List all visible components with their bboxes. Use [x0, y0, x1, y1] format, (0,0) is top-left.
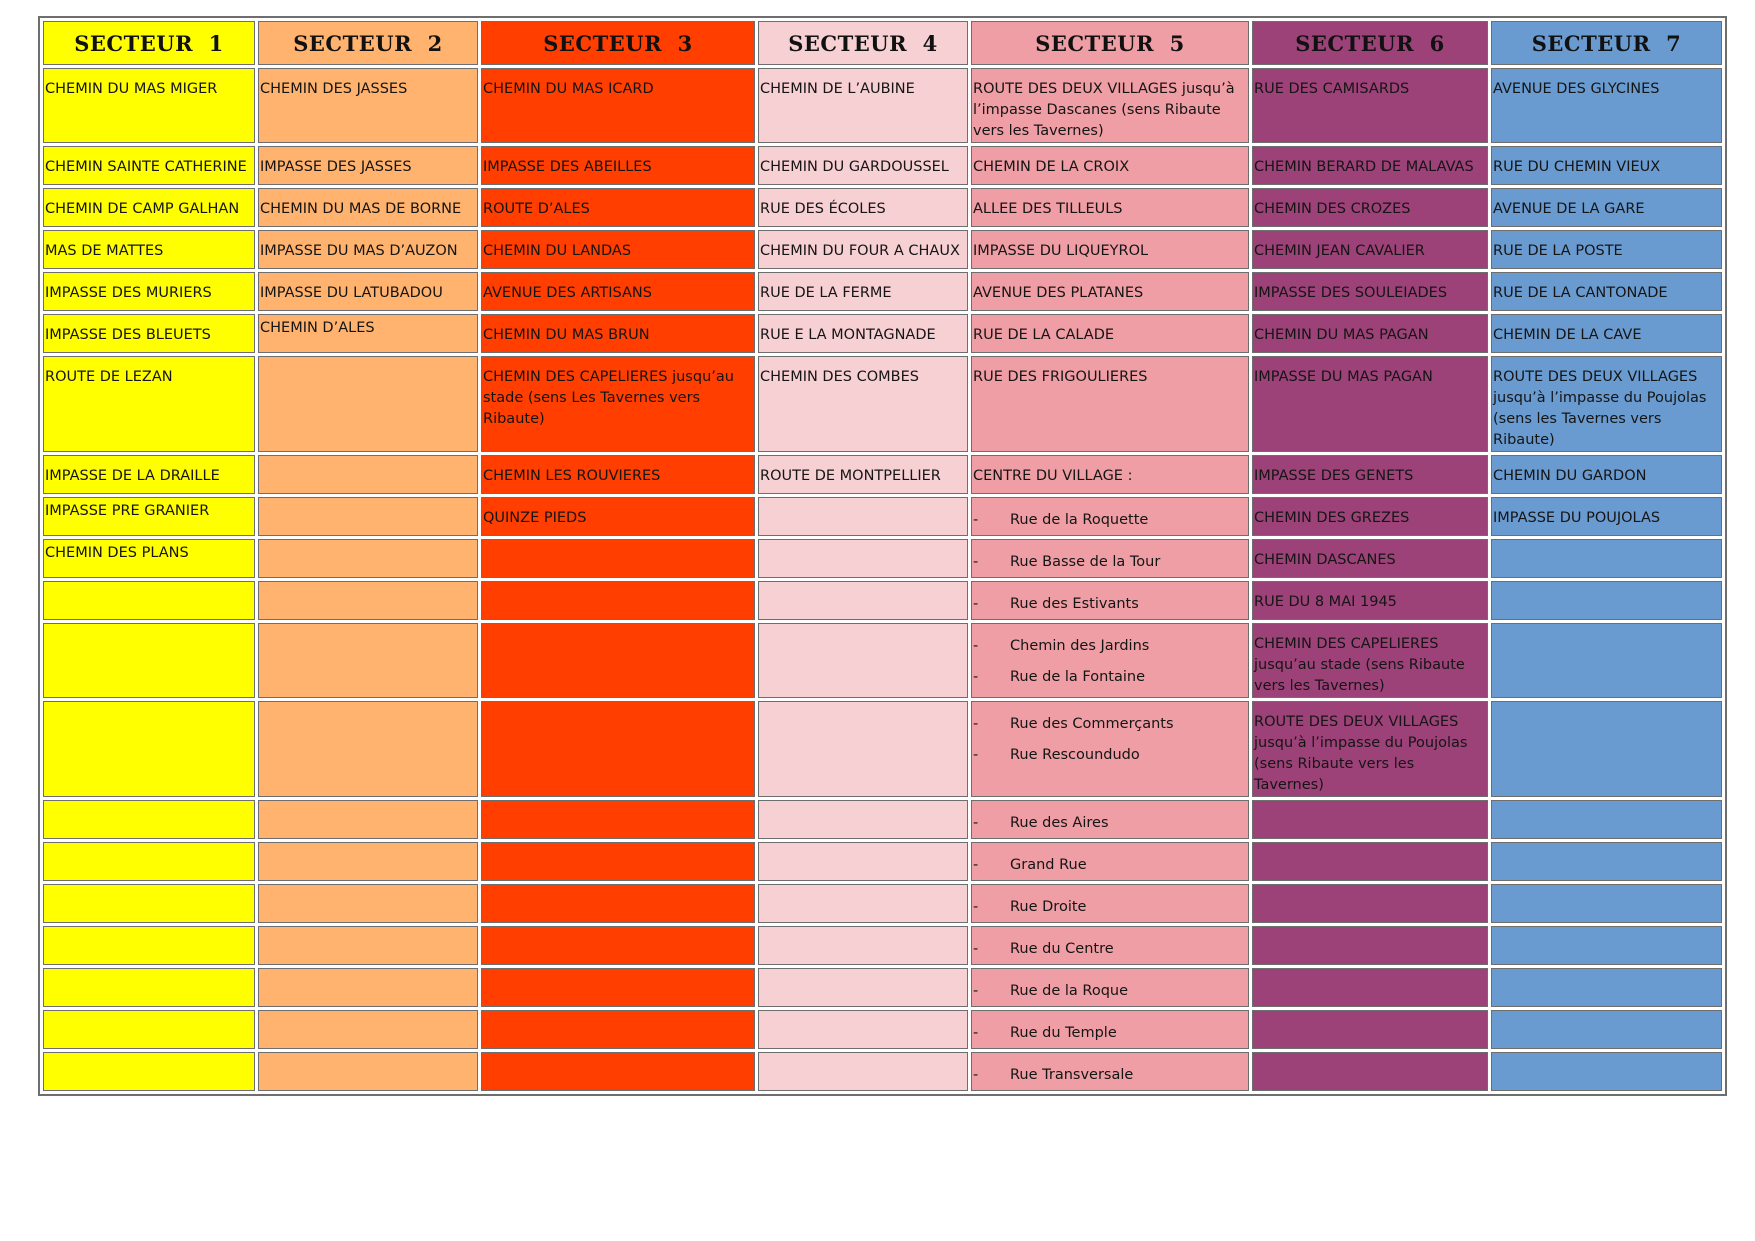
street-name: CHEMIN JEAN CAVALIER: [1254, 243, 1425, 259]
street-name: CHEMIN DU LANDAS: [483, 243, 632, 259]
bullet-dash: -: [973, 857, 979, 873]
header-secteur-6: SECTEUR 6: [1252, 21, 1488, 65]
secteur-7-cell: [1491, 800, 1722, 839]
street-name: RUE DE LA CANTONADE: [1493, 285, 1668, 301]
secteur-1-cell: [43, 272, 255, 311]
secteur-3-cell: [481, 455, 755, 494]
secteur-3-cell: [481, 623, 755, 698]
bullet-dash: -: [973, 1067, 979, 1083]
secteur-3-cell: [481, 926, 755, 965]
street-name: CHEMIN DU MAS ICARD: [483, 81, 654, 97]
bullet-item: [972, 1023, 1248, 1044]
secteur-2-cell: [258, 623, 478, 698]
street-name: CHEMIN DU MAS BRUN: [483, 327, 650, 343]
street-name: ROUTE DE MONTPELLIER: [760, 468, 941, 484]
secteur-2-cell: [258, 701, 478, 797]
secteur-2-cell: [258, 884, 478, 923]
street-name: RUE DE LA FERME: [760, 285, 892, 301]
bullet-dash: -: [973, 669, 979, 685]
bullet-item: [972, 510, 1248, 531]
bullet-item: [972, 897, 1248, 918]
secteur-4-cell: [758, 968, 968, 1007]
street-name: Rue des Commerçants: [1010, 716, 1174, 732]
street-name: RUE DES FRIGOULIERES: [973, 369, 1148, 385]
secteur-3-cell: [481, 539, 755, 578]
street-name: IMPASSE DU MAS PAGAN: [1254, 369, 1433, 385]
street-name: CHEMIN DASCANES: [1254, 552, 1396, 568]
street-name: Rue Transversale: [1010, 1067, 1134, 1083]
secteur-1-cell: [43, 314, 255, 353]
street-name: CHEMIN DES COMBES: [760, 369, 919, 385]
secteur-3-cell: [481, 230, 755, 269]
secteur-4-cell: [758, 623, 968, 698]
table-row: [43, 968, 1722, 1007]
secteur-5-cell: [971, 272, 1249, 311]
secteur-6-cell: [1252, 146, 1488, 185]
bullet-item: [972, 594, 1248, 615]
street-name: Rue du Centre: [1010, 941, 1114, 957]
secteur-7-cell: [1491, 1052, 1722, 1091]
street-name: CHEMIN DU GARDOUSSEL: [760, 159, 949, 175]
secteur-1-cell: [43, 842, 255, 881]
secteur-5-cell: [971, 230, 1249, 269]
secteur-4-cell: [758, 230, 968, 269]
street-name: CHEMIN DES GREZES: [1254, 510, 1410, 526]
table-row: [43, 623, 1722, 698]
street-name: IMPASSE DES ABEILLES: [483, 159, 652, 175]
secteur-1-cell: [43, 1010, 255, 1049]
street-name: IMPASSE DES JASSES: [260, 159, 412, 175]
street-name: AVENUE DES PLATANES: [973, 285, 1144, 301]
secteur-5-cell: [971, 1052, 1249, 1091]
street-name: CENTRE DU VILLAGE :: [973, 468, 1133, 484]
secteur-1-cell: [43, 623, 255, 698]
street-name: ROUTE DES DEUX VILLAGES jusqu’à l’impasse du Poujolas (sens les Tavernes vers Ribaute): [1493, 369, 1707, 448]
bullet-item: [972, 636, 1248, 657]
secteur-6-cell: [1252, 842, 1488, 881]
street-name: MAS DE MATTES: [45, 243, 164, 259]
secteur-7-cell: [1491, 842, 1722, 881]
street-name: CHEMIN DE LA CAVE: [1493, 327, 1642, 343]
table-row: [43, 272, 1722, 311]
secteur-1-cell: [43, 497, 255, 536]
secteur-6-cell: [1252, 968, 1488, 1007]
secteur-6-cell: [1252, 800, 1488, 839]
street-name: CHEMIN SAINTE CATHERINE: [45, 159, 247, 175]
secteur-7-cell: [1491, 68, 1722, 143]
secteur-3-cell: [481, 272, 755, 311]
secteur-1-cell: [43, 1052, 255, 1091]
bullet-item: [972, 813, 1248, 834]
secteur-7-cell: [1491, 926, 1722, 965]
secteur-6-cell: [1252, 497, 1488, 536]
secteur-1-cell: [43, 188, 255, 227]
secteur-6-cell: [1252, 68, 1488, 143]
secteur-5-cell: [971, 623, 1249, 698]
bullet-dash: -: [973, 638, 979, 654]
table-row: [43, 146, 1722, 185]
table-row: [43, 884, 1722, 923]
secteur-5-cell: [971, 968, 1249, 1007]
street-name: RUE DE LA POSTE: [1493, 243, 1623, 259]
secteur-5-cell: [971, 314, 1249, 353]
table-row: [43, 1052, 1722, 1091]
secteur-4-cell: [758, 701, 968, 797]
secteur-4-cell: [758, 539, 968, 578]
street-name: ROUTE D’ALES: [483, 201, 590, 217]
street-name: CHEMIN DU MAS DE BORNE: [260, 201, 462, 217]
secteur-5-cell: [971, 926, 1249, 965]
secteur-5-cell: [971, 581, 1249, 620]
secteur-6-cell: [1252, 1010, 1488, 1049]
secteur-7-cell: [1491, 272, 1722, 311]
street-name: Rue Rescoundudo: [1010, 747, 1140, 763]
secteur-6-cell: [1252, 884, 1488, 923]
bullet-dash: -: [973, 941, 979, 957]
secteur-2-cell: [258, 455, 478, 494]
secteur-3-cell: [481, 968, 755, 1007]
secteur-6-cell: [1252, 539, 1488, 578]
street-name: Rue Droite: [1010, 899, 1087, 915]
secteur-4-cell: [758, 884, 968, 923]
secteur-4-cell: [758, 581, 968, 620]
table-row: [43, 842, 1722, 881]
table-row: [43, 701, 1722, 797]
secteur-2-cell: [258, 581, 478, 620]
table-row: [43, 68, 1722, 143]
secteur-4-cell: [758, 356, 968, 452]
secteur-7-cell: [1491, 1010, 1722, 1049]
table-row: [43, 800, 1722, 839]
street-name: Rue du Temple: [1010, 1025, 1117, 1041]
secteur-6-cell: [1252, 272, 1488, 311]
bullet-dash: -: [973, 815, 979, 831]
secteur-5-cell: [971, 539, 1249, 578]
street-name: Rue de la Roque: [1010, 983, 1129, 999]
secteur-2-cell: [258, 230, 478, 269]
street-name: IMPASSE DU LIQUEYROL: [973, 243, 1149, 259]
secteur-3-cell: [481, 1052, 755, 1091]
street-name: RUE DES CAMISARDS: [1254, 81, 1410, 97]
street-name: CHEMIN DES JASSES: [260, 81, 408, 97]
secteur-1-cell: [43, 539, 255, 578]
street-name: CHEMIN DES CAPELIERES jusqu’au stade (sens Ribaute vers les Tavernes): [1254, 636, 1465, 694]
table-row: [43, 926, 1722, 965]
street-name: Rue des Estivants: [1010, 596, 1139, 612]
secteur-7-cell: [1491, 314, 1722, 353]
secteur-4-cell: [758, 68, 968, 143]
street-name: AVENUE DES ARTISANS: [483, 285, 652, 301]
secteur-3-cell: [481, 701, 755, 797]
street-name: IMPASSE DU MAS D’AUZON: [260, 243, 458, 259]
street-name: Chemin des Jardins: [1010, 638, 1150, 654]
secteur-1-cell: [43, 884, 255, 923]
bullet-item: [972, 1065, 1248, 1086]
table-row: [43, 455, 1722, 494]
secteur-7-cell: [1491, 884, 1722, 923]
header-secteur-4: SECTEUR 4: [758, 21, 968, 65]
secteur-1-cell: [43, 701, 255, 797]
secteur-1-cell: [43, 68, 255, 143]
secteur-7-cell: [1491, 701, 1722, 797]
secteur-2-cell: [258, 314, 478, 353]
secteur-4-cell: [758, 1052, 968, 1091]
bullet-item: [972, 855, 1248, 876]
street-name: CHEMIN DES PLANS: [45, 545, 189, 561]
secteur-5-cell: [971, 842, 1249, 881]
secteur-3-cell: [481, 884, 755, 923]
table-row: [43, 581, 1722, 620]
street-name: QUINZE PIEDS: [483, 510, 587, 526]
bullet-dash: -: [973, 596, 979, 612]
secteur-1-cell: [43, 581, 255, 620]
bullet-dash: -: [973, 1025, 979, 1041]
street-name: CHEMIN DE CAMP GALHAN: [45, 201, 240, 217]
street-name: IMPASSE PRE GRANIER: [45, 503, 210, 519]
secteur-4-cell: [758, 272, 968, 311]
secteur-3-cell: [481, 1010, 755, 1049]
secteur-4-cell: [758, 314, 968, 353]
street-name: CHEMIN DES CAPELIERES jusqu’au stade (sens Les Tavernes vers Ribaute): [483, 369, 734, 427]
secteur-2-cell: [258, 968, 478, 1007]
bullet-item: [972, 939, 1248, 960]
bullet-dash: -: [973, 716, 979, 732]
secteur-3-cell: [481, 497, 755, 536]
secteur-2-cell: [258, 539, 478, 578]
street-name: IMPASSE DU LATUBADOU: [260, 285, 443, 301]
street-name: CHEMIN DU MAS MIGER: [45, 81, 218, 97]
street-name: AVENUE DE LA GARE: [1493, 201, 1645, 217]
bullet-dash: -: [973, 983, 979, 999]
bullet-item: [972, 552, 1248, 573]
secteur-5-cell: [971, 1010, 1249, 1049]
secteur-6-cell: [1252, 188, 1488, 227]
secteur-6-cell: [1252, 356, 1488, 452]
secteur-7-cell: [1491, 581, 1722, 620]
secteur-7-cell: [1491, 188, 1722, 227]
secteur-5-cell: [971, 884, 1249, 923]
secteur-5-cell: [971, 701, 1249, 797]
secteur-1-cell: [43, 230, 255, 269]
street-name: Grand Rue: [1010, 857, 1087, 873]
header-secteur-3: SECTEUR 3: [481, 21, 755, 65]
table-row: [43, 314, 1722, 353]
bullet-dash: -: [973, 554, 979, 570]
secteur-3-cell: [481, 68, 755, 143]
secteur-2-cell: [258, 356, 478, 452]
secteur-1-cell: [43, 800, 255, 839]
secteur-1-cell: [43, 926, 255, 965]
secteur-3-cell: [481, 146, 755, 185]
secteur-3-cell: [481, 314, 755, 353]
header-secteur-2: SECTEUR 2: [258, 21, 478, 65]
table-row: [43, 230, 1722, 269]
secteur-2-cell: [258, 926, 478, 965]
secteur-2-cell: [258, 272, 478, 311]
table-row: [43, 497, 1722, 536]
secteur-5-cell: [971, 146, 1249, 185]
street-name: IMPASSE DES GENETS: [1254, 468, 1414, 484]
table-row: [43, 188, 1722, 227]
secteur-7-cell: [1491, 497, 1722, 536]
street-name: RUE DU 8 MAI 1945: [1254, 594, 1397, 610]
street-name: Rue des Aires: [1010, 815, 1109, 831]
street-name: CHEMIN DE L’AUBINE: [760, 81, 915, 97]
street-name: IMPASSE DES BLEUETS: [45, 327, 211, 343]
street-name: Rue Basse de la Tour: [1010, 554, 1161, 570]
secteur-3-cell: [481, 842, 755, 881]
secteur-2-cell: [258, 800, 478, 839]
secteur-7-cell: [1491, 539, 1722, 578]
street-name: CHEMIN DU FOUR A CHAUX: [760, 243, 960, 259]
secteur-1-cell: [43, 968, 255, 1007]
secteur-4-cell: [758, 926, 968, 965]
street-name: CHEMIN D’ALES: [260, 320, 375, 336]
street-name: Rue de la Roquette: [1010, 512, 1149, 528]
secteur-5-cell: [971, 188, 1249, 227]
street-name: RUE E LA MONTAGNADE: [760, 327, 936, 343]
street-name: IMPASSE DE LA DRAILLE: [45, 468, 220, 484]
bullet-dash: -: [973, 899, 979, 915]
secteur-4-cell: [758, 146, 968, 185]
secteur-7-cell: [1491, 146, 1722, 185]
secteur-2-cell: [258, 1010, 478, 1049]
secteur-1-cell: [43, 455, 255, 494]
secteur-6-cell: [1252, 581, 1488, 620]
street-name: CHEMIN DES CROZES: [1254, 201, 1411, 217]
table-row: [43, 539, 1722, 578]
street-name: CHEMIN DE LA CROIX: [973, 159, 1130, 175]
secteur-2-cell: [258, 146, 478, 185]
header-secteur-7: SECTEUR 7: [1491, 21, 1722, 65]
secteur-3-cell: [481, 800, 755, 839]
secteur-5-cell: [971, 497, 1249, 536]
street-name: Rue de la Fontaine: [1010, 669, 1145, 685]
street-name: CHEMIN DU MAS PAGAN: [1254, 327, 1429, 343]
secteur-5-cell: [971, 455, 1249, 494]
secteur-6-cell: [1252, 314, 1488, 353]
street-name: CHEMIN LES ROUVIERES: [483, 468, 661, 484]
secteur-2-cell: [258, 68, 478, 143]
secteur-1-cell: [43, 146, 255, 185]
secteur-5-cell: [971, 800, 1249, 839]
street-name: ROUTE DES DEUX VILLAGES jusqu’à l’impasse Dascanes (sens Ribaute vers les Tavernes): [973, 81, 1235, 139]
secteur-5-cell: [971, 356, 1249, 452]
street-name: IMPASSE DES SOULEIADES: [1254, 285, 1448, 301]
secteur-6-cell: [1252, 455, 1488, 494]
bullet-item: [972, 714, 1248, 735]
secteur-3-cell: [481, 581, 755, 620]
secteur-4-cell: [758, 497, 968, 536]
secteur-3-cell: [481, 188, 755, 227]
street-name: CHEMIN DU GARDON: [1493, 468, 1647, 484]
street-name: IMPASSE DU POUJOLAS: [1493, 510, 1661, 526]
bullet-dash: -: [973, 512, 979, 528]
sector-street-table: [38, 16, 1727, 1096]
secteur-2-cell: [258, 188, 478, 227]
bullet-item: [972, 667, 1248, 688]
secteur-6-cell: [1252, 701, 1488, 797]
secteur-1-cell: [43, 356, 255, 452]
street-name: ROUTE DES DEUX VILLAGES jusqu’à l’impasse du Poujolas (sens Ribaute vers les Tavernes): [1254, 714, 1468, 793]
secteur-4-cell: [758, 800, 968, 839]
table-row: [43, 356, 1722, 452]
street-name: ROUTE DE LEZAN: [45, 369, 173, 385]
secteur-4-cell: [758, 455, 968, 494]
table-body: [43, 68, 1722, 1091]
secteur-3-cell: [481, 356, 755, 452]
secteur-6-cell: [1252, 230, 1488, 269]
bullet-dash: -: [973, 747, 979, 763]
secteur-7-cell: [1491, 968, 1722, 1007]
street-name: CHEMIN BERARD DE MALAVAS: [1254, 159, 1474, 175]
secteur-7-cell: [1491, 356, 1722, 452]
secteur-2-cell: [258, 1052, 478, 1091]
secteur-2-cell: [258, 497, 478, 536]
header-secteur-5: SECTEUR 5: [971, 21, 1249, 65]
header-row: [43, 21, 1722, 65]
street-name: RUE DE LA CALADE: [973, 327, 1115, 343]
street-name: RUE DU CHEMIN VIEUX: [1493, 159, 1661, 175]
secteur-7-cell: [1491, 455, 1722, 494]
street-name: ALLEE DES TILLEULS: [973, 201, 1123, 217]
secteur-6-cell: [1252, 623, 1488, 698]
bullet-item: [972, 745, 1248, 766]
bullet-item: [972, 981, 1248, 1002]
street-name: IMPASSE DES MURIERS: [45, 285, 212, 301]
secteur-4-cell: [758, 842, 968, 881]
secteur-7-cell: [1491, 230, 1722, 269]
secteur-6-cell: [1252, 926, 1488, 965]
street-name: RUE DES ÉCOLES: [760, 201, 886, 217]
secteur-2-cell: [258, 842, 478, 881]
header-secteur-1: SECTEUR 1: [43, 21, 255, 65]
secteur-4-cell: [758, 188, 968, 227]
table-row: [43, 1010, 1722, 1049]
secteur-7-cell: [1491, 623, 1722, 698]
secteur-4-cell: [758, 1010, 968, 1049]
secteur-5-cell: [971, 68, 1249, 143]
street-name: AVENUE DES GLYCINES: [1493, 81, 1660, 97]
secteur-6-cell: [1252, 1052, 1488, 1091]
